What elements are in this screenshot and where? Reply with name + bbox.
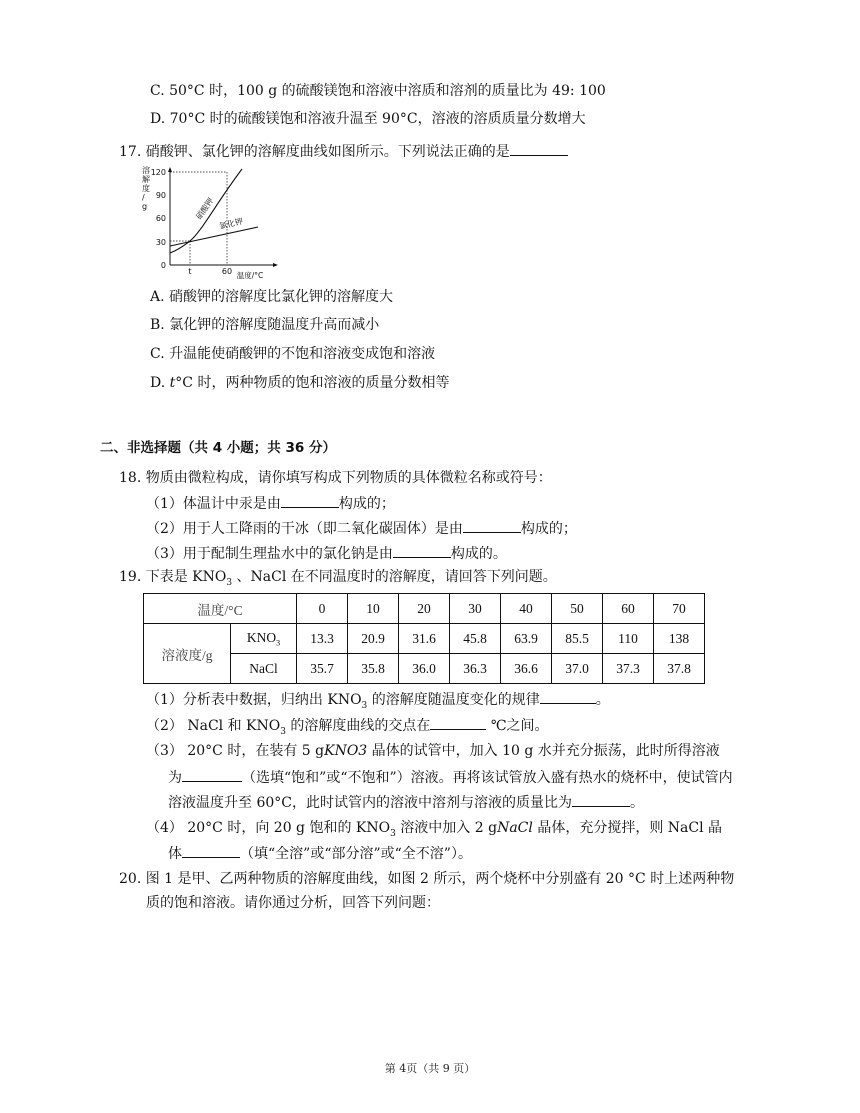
q19-part4-line2 — [168, 843, 472, 864]
q19-p1-end: 。 — [595, 692, 610, 708]
q20-line2: 质的饱和溶液。请你通过分析，回答下列问题： — [146, 895, 440, 911]
nacl-50: 37.0 — [552, 654, 603, 684]
kno3-label: 硝酸钾 — [194, 196, 216, 222]
q19-part4 — [146, 818, 722, 844]
q18-p1-text: （1）体温计中汞是由 — [146, 496, 281, 512]
q20-line1: 20. 图 1 是甲、乙两种物质的溶解度曲线，如图 2 所示，两个烧杯中分别盛有 20 °C 时上述两种物 — [119, 871, 735, 887]
nacl-40: 36.6 — [501, 654, 552, 684]
q19-p4-formula: NaCl — [497, 820, 533, 836]
chart-x-label: 温度/°C — [236, 271, 264, 280]
solubility-table — [143, 593, 705, 684]
temp-10: 10 — [348, 594, 399, 624]
q18-part1 — [146, 493, 395, 514]
temp-20: 20 — [399, 594, 450, 624]
kno3-20: 31.6 — [399, 624, 450, 654]
nacl-10: 35.8 — [348, 654, 399, 684]
nacl-60: 37.3 — [603, 654, 654, 684]
kno3-60: 110 — [603, 624, 654, 654]
q19-p2-mid: 的溶解度曲线的交点在 — [285, 718, 431, 734]
q19-blank-2[interactable] — [430, 715, 486, 730]
q19-p4b-text2: （填“全溶”或“部分溶”或“全不溶”）。 — [240, 846, 472, 862]
q17-stem — [119, 141, 568, 162]
chart-y-arrow — [168, 167, 172, 172]
q19-p4-sub: 3 — [390, 828, 396, 839]
q17-option-a: A. 硝酸钾的溶解度比氯化钾的溶解度大 — [150, 289, 394, 305]
x-tick-60: 60 — [221, 267, 233, 276]
q19-p3-text2: 晶体的试管中，加入 10 g 水并充分振荡，此时所得溶液 — [367, 743, 720, 759]
q18-p2-text: （2）用于人工降雨的干冰（即二氧化碳固体）是由 — [146, 521, 463, 537]
solubility-chart — [140, 165, 280, 280]
y-tick-0: 0 — [160, 261, 166, 270]
kno3-label — [231, 624, 297, 654]
temp-0: 0 — [297, 594, 348, 624]
nacl-70: 37.8 — [654, 654, 705, 684]
q19-p2-end: ℃之间。 — [486, 718, 549, 734]
temp-30: 30 — [450, 594, 501, 624]
nacl-30: 36.3 — [450, 654, 501, 684]
q19-p2-sub: 3 — [280, 726, 286, 737]
q19-stem — [119, 567, 557, 593]
y-tick-30: 30 — [155, 238, 166, 247]
q17-d-t: t — [169, 375, 176, 391]
q18-part3 — [146, 543, 507, 564]
q19-blank-3[interactable] — [182, 767, 242, 782]
q19-p4-mid: 溶液中加入 2 g — [395, 820, 498, 836]
kno3-30: 45.8 — [450, 624, 501, 654]
q16-option-c: C. 50°C 时，100 g 的硫酸镁饱和溶液中溶质和溶剂的质量比为 49: 100 — [150, 83, 606, 99]
table-row — [144, 594, 705, 624]
q19-part3 — [146, 741, 720, 761]
q19-stem-sub: 3 — [226, 577, 233, 588]
kno3-70: 138 — [654, 624, 705, 654]
q19-p4-text: （4） 20°C 时，向 20 g 饱和的 KNO — [146, 820, 391, 836]
x-tick-t: t — [188, 267, 192, 276]
nacl-20: 36.0 — [399, 654, 450, 684]
q18-blank-3[interactable] — [393, 543, 451, 558]
q19-p1-text2: 的溶解度随温度变化的规律 — [367, 692, 540, 708]
q19-blank-5[interactable] — [182, 843, 240, 858]
q18-blank-2[interactable] — [463, 518, 521, 533]
q19-p3-formula: KNO3 — [324, 743, 368, 759]
q19-p3-text: （3） 20°C 时，在装有 5 g — [146, 743, 325, 759]
q18-blank-1[interactable] — [281, 493, 339, 508]
q19-p2-text: （2） NaCl 和 KNO — [146, 718, 281, 734]
q17-stem-text: 17. 硝酸钾、氯化钾的溶解度曲线如图所示。下列说法正确的是 — [119, 144, 510, 160]
q19-stem-b: 、NaCl 在不同温度时的溶解度，请回答下列问题。 — [232, 569, 557, 585]
q19-p4b-text: 体 — [168, 846, 182, 862]
temp-70: 70 — [654, 594, 705, 624]
y-tick-60: 60 — [155, 214, 166, 223]
q19-p4-text2: 晶体，充分搅拌，则 NaCl 晶 — [532, 820, 723, 836]
q19-blank-1[interactable] — [540, 689, 596, 704]
q17-answer-blank[interactable] — [510, 141, 568, 156]
q19-p3b-text: 为 — [168, 770, 182, 786]
chart-y-label: 溶解度/ g — [142, 166, 150, 211]
q19-p1-text: （1）分析表中数据，归纳出 KNO — [146, 692, 362, 708]
kno3-10: 20.9 — [348, 624, 399, 654]
header-temp-label: 温度/°C — [144, 594, 297, 624]
q16-option-d: D. 70°C 时的硫酸镁饱和溶液升温至 90°C，溶液的溶质质量分数增大 — [150, 111, 586, 127]
q19-part3-line2 — [168, 767, 733, 788]
temp-50: 50 — [552, 594, 603, 624]
kno3-40: 63.9 — [501, 624, 552, 654]
q19-blank-4[interactable] — [572, 792, 630, 807]
q18-p3-end: 构成的。 — [450, 546, 507, 562]
section-title: 二、非选择题（共 4 小题；共 36 分） — [100, 440, 336, 456]
q19-part1 — [146, 689, 610, 716]
q19-p3c-text: 溶液温度升至 60°C，此时试管内的溶液中溶剂与溶液的质量比为 — [168, 795, 572, 811]
kno3-label-text: KNO — [246, 629, 277, 645]
kcl-curve — [170, 227, 258, 246]
q17-d-text: °C 时，两种物质的饱和溶液的质量分数相等 — [175, 375, 450, 391]
nacl-0: 35.7 — [297, 654, 348, 684]
q18-p3-text: （3）用于配制生理盐水中的氯化钠是由 — [146, 546, 393, 562]
page-footer: 第 4页（共 9 页） — [384, 1062, 476, 1075]
kcl-label: 氯化钾 — [218, 216, 244, 231]
q18-stem: 18. 物质由微粒构成，请你填写构成下列物质的具体微粒名称或符号： — [119, 470, 552, 486]
q19-p1-sub: 3 — [361, 700, 368, 711]
q17-option-d — [150, 373, 449, 393]
temp-40: 40 — [501, 594, 552, 624]
q18-p2-end: 构成的； — [520, 521, 577, 537]
kno3-label-sub: 3 — [276, 638, 281, 648]
kno3-0: 13.3 — [297, 624, 348, 654]
q19-part2 — [146, 715, 549, 742]
row-solubility-label: 溶液度/g — [144, 624, 231, 684]
q17-option-b: B. 氯化钾的溶解度随温度升高而减小 — [150, 317, 380, 333]
q17-option-c: C. 升温能使硝酸钾的不饱和溶液变成饱和溶液 — [150, 346, 436, 362]
table-row — [144, 624, 705, 654]
y-tick-120: 120 — [150, 168, 166, 177]
y-tick-90: 90 — [155, 191, 166, 200]
temp-60: 60 — [603, 594, 654, 624]
nacl-label: NaCl — [231, 654, 297, 684]
q19-p3b-text2: （选填“饱和”或“不饱和”）溶液。再将该试管放入盛有热水的烧杯中，使试管内 — [242, 770, 733, 786]
chart-x-arrow — [273, 263, 278, 267]
q19-p3c-end: 。 — [629, 795, 644, 811]
q18-part2 — [146, 518, 577, 539]
q18-p1-end: 构成的； — [338, 496, 395, 512]
q19-stem-a: 19. 下表是 KNO — [119, 569, 227, 585]
q19-part3-line3 — [168, 792, 644, 813]
q17-d-prefix: D. — [150, 375, 170, 391]
kno3-50: 85.5 — [552, 624, 603, 654]
